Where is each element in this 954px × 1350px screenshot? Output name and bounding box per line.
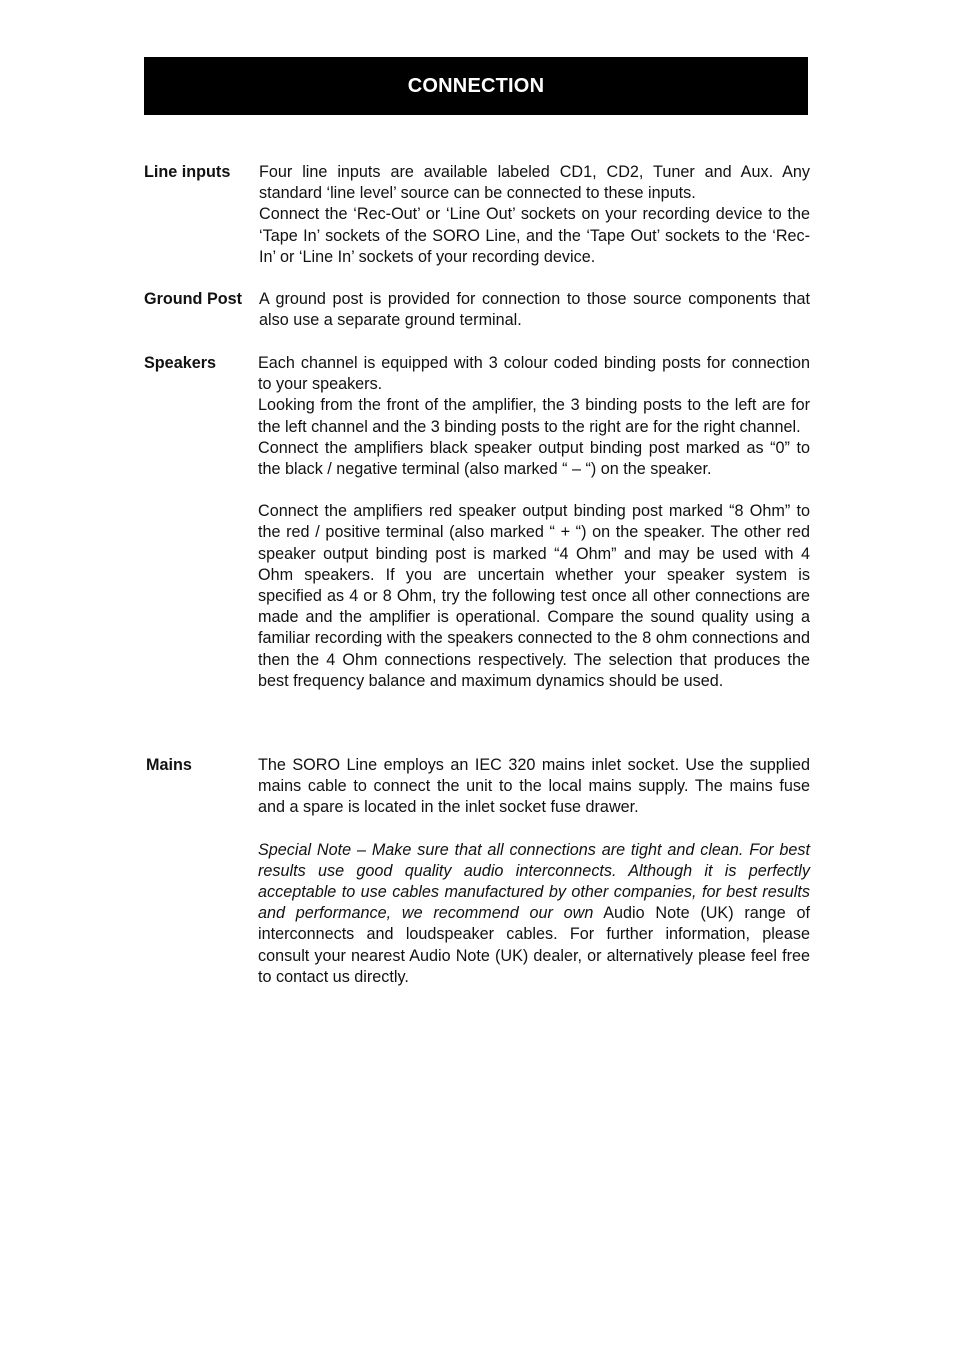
special-note-normal: Audio Note (UK) range of interconnects and loudspeaker cables. For further information, please consult your nearest Audio Note (UK) dealer, or alternatively please feel free to contact us directly.: [258, 904, 810, 986]
term-mains: Mains: [146, 756, 192, 774]
desc-speakers: [258, 353, 810, 692]
desc-line-inputs: [259, 162, 810, 268]
paragraph: The SORO Line employs an IEC 320 mains inlet socket. Use the supplied mains cable to connect the unit to the local mains supply. The mains fuse and a spare is located in the inlet socket fuse drawer.: [258, 756, 810, 817]
desc-ground-post: [259, 289, 810, 331]
paragraph: Connect the ‘Rec-Out’ or ‘Line Out’ sockets on your recording device to the ‘Tape In’ sockets of the SORO Line, and the ‘Tape Out’ sockets to the ‘Rec-In’ or ‘Line In’ sockets of your recording device.: [259, 205, 810, 266]
term-speakers: Speakers: [144, 354, 216, 372]
paragraph: Connect the amplifiers red speaker output binding post marked “8 Ohm” to the red / positive terminal (also marked “ + “) on the speaker. The other red speaker output binding post is marked “4 Ohm” and may be used with 4 Ohm speakers. If you are uncertain whether your speaker system is specified as 4 or 8 Ohm, try the following test once all other connections are made and the amplifier is operational. Compare the sound quality using a familiar recording with the speakers connected to the 8 ohm connections and then the 4 Ohm connections respectively. The selection that produces the best frequency balance and maximum dynamics should be used.: [258, 502, 810, 690]
term-line-inputs: Line inputs: [144, 163, 231, 181]
section-speakers: [144, 353, 810, 743]
paragraph: Looking from the front of the amplifier, the 3 binding posts to the left are for the left channel and the 3 binding posts to the right are for the right channel.: [258, 396, 810, 436]
paragraph: A ground post is provided for connection to those source components that also use a separate ground terminal.: [259, 290, 810, 330]
special-note-italic: Special Note – Make sure that all connections are tight and clean. For best results use good quality audio interconnects. Although it is perfectly acceptable to use cables manufactured by other companies, for best results and performance, we recommend our own: [258, 840, 810, 923]
paragraph: Four line inputs are available labeled CD1, CD2, Tuner and Aux. Any standard ‘line level’ source can be connected to these inputs.: [259, 163, 810, 203]
term-ground-post: Ground Post: [144, 290, 243, 308]
section-ground-post: [144, 289, 810, 333]
paragraph: Connect the amplifiers black speaker output binding post marked as “0” to the black / negative terminal (also marked “ – “) on the speaker.: [258, 438, 810, 479]
desc-mains: [258, 755, 810, 988]
paragraph: Each channel is equipped with 3 colour coded binding posts for connection to your speakers.: [258, 354, 810, 394]
page-title: CONNECTION: [407, 74, 545, 97]
section-header: [144, 57, 808, 115]
section-line-inputs: [144, 162, 810, 272]
special-note: [258, 840, 810, 988]
section-mains: [144, 755, 810, 995]
